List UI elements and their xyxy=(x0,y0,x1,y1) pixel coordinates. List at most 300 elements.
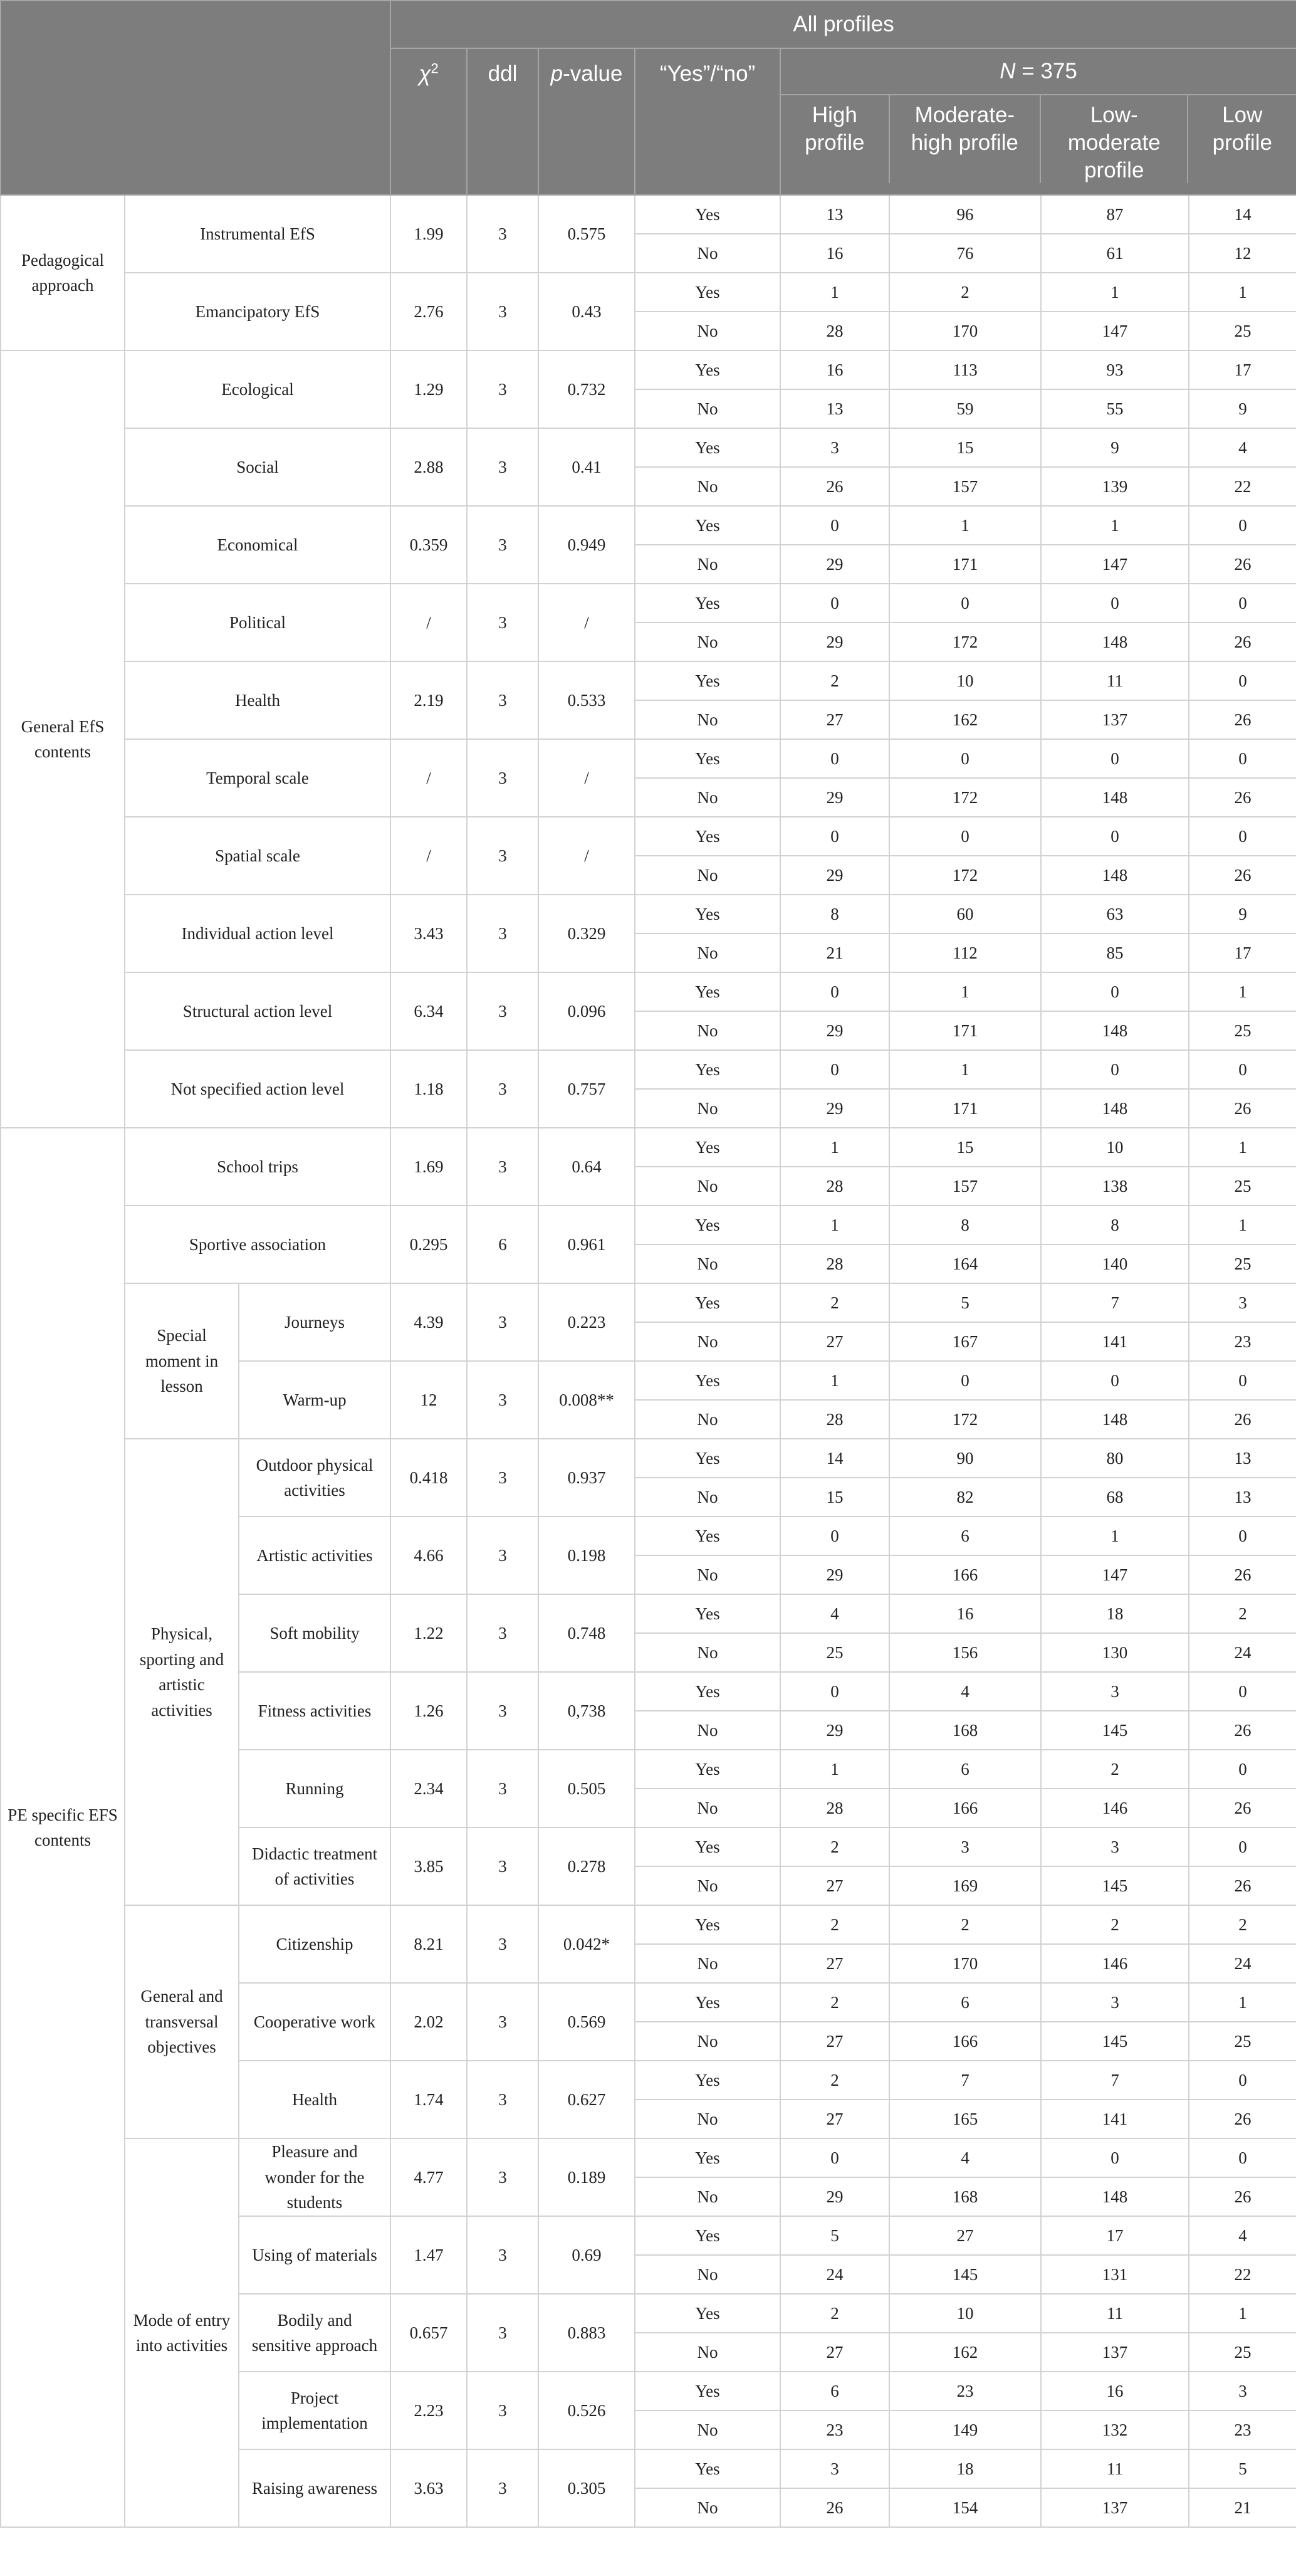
item-label: Bodily and sensitive approach xyxy=(239,2294,390,2372)
count-cell: 2 xyxy=(780,1905,889,1944)
p-value: 0.69 xyxy=(538,2216,635,2294)
item-label: Running xyxy=(239,1750,390,1827)
chi2-value: 4.66 xyxy=(390,1517,467,1594)
count-cell: 148 xyxy=(1041,1011,1189,1050)
count-cell: 6 xyxy=(889,1517,1041,1555)
count-cell: 9 xyxy=(1041,428,1189,467)
count-cell: 25 xyxy=(780,1633,889,1672)
ddl-value: 3 xyxy=(467,817,538,895)
count-cell: 2 xyxy=(1189,1905,1296,1944)
count-cell: 1 xyxy=(1189,2294,1296,2333)
count-cell: 2 xyxy=(1189,1594,1296,1633)
chi2-value: / xyxy=(390,584,467,661)
count-cell: 157 xyxy=(889,1167,1041,1206)
item-label: Using of materials xyxy=(239,2216,390,2294)
count-cell: 16 xyxy=(780,350,889,389)
yes-no-cell: Yes xyxy=(635,661,780,700)
count-cell: 11 xyxy=(1041,2294,1189,2333)
p-value: 0.008** xyxy=(538,1361,635,1439)
ddl-value: 3 xyxy=(467,1050,538,1128)
group-label: Physical, sporting and artistic activities xyxy=(125,1439,239,1905)
count-cell: 29 xyxy=(780,2177,889,2216)
p-value: 0.189 xyxy=(538,2138,635,2216)
count-cell: 21 xyxy=(780,933,889,972)
chi2-value: 1.22 xyxy=(390,1594,467,1672)
count-cell: 26 xyxy=(780,2488,889,2527)
count-cell: 24 xyxy=(1189,1944,1296,1983)
count-cell: 29 xyxy=(780,623,889,661)
yes-no-cell: Yes xyxy=(635,2372,780,2410)
count-cell: 11 xyxy=(1041,2449,1189,2488)
count-cell: 2 xyxy=(780,2294,889,2333)
count-cell: 0 xyxy=(1041,817,1189,856)
yes-no-cell: Yes xyxy=(635,2294,780,2333)
count-cell: 0 xyxy=(780,972,889,1011)
count-cell: 63 xyxy=(1041,895,1189,933)
item-label: Social xyxy=(125,428,390,506)
count-cell: 28 xyxy=(780,1789,889,1827)
header-profile-low: Low profile xyxy=(1212,103,1272,155)
yes-no-cell: No xyxy=(635,1167,780,1206)
count-cell: 27 xyxy=(780,2100,889,2138)
count-cell: 15 xyxy=(889,428,1041,467)
chi-superscript: 2 xyxy=(431,60,439,76)
count-cell: 17 xyxy=(1189,350,1296,389)
count-cell: 23 xyxy=(1189,2410,1296,2449)
count-cell: 3 xyxy=(1189,2372,1296,2410)
p-value: 0.526 xyxy=(538,2372,635,2449)
count-cell: 1 xyxy=(889,972,1041,1011)
chi2-value: 2.19 xyxy=(390,661,467,739)
yes-no-cell: Yes xyxy=(635,1827,780,1866)
ddl-value: 3 xyxy=(467,584,538,661)
chi2-value: 12 xyxy=(390,1361,467,1439)
item-label: Instrumental EfS xyxy=(125,195,390,273)
p-value: 0.757 xyxy=(538,1050,635,1128)
count-cell: 29 xyxy=(780,545,889,584)
yes-no-cell: No xyxy=(635,1944,780,1983)
count-cell: 26 xyxy=(1189,1711,1296,1750)
count-cell: 147 xyxy=(1041,312,1189,350)
p-value: 0.198 xyxy=(538,1517,635,1594)
count-cell: 27 xyxy=(780,700,889,739)
p-value: / xyxy=(538,584,635,661)
yes-no-cell: No xyxy=(635,1322,780,1361)
count-cell: 9 xyxy=(1189,389,1296,428)
table-row xyxy=(1,1128,1296,1167)
chi2-value: 1.26 xyxy=(390,1672,467,1750)
count-cell: 148 xyxy=(1041,856,1189,895)
item-label: Citizenship xyxy=(239,1905,390,1983)
count-cell: 27 xyxy=(780,1322,889,1361)
yes-no-cell: Yes xyxy=(635,2216,780,2255)
count-cell: 168 xyxy=(889,1711,1041,1750)
count-cell: 147 xyxy=(1041,545,1189,584)
count-cell: 165 xyxy=(889,2100,1041,2138)
item-label: Pleasure and wonder for the students xyxy=(239,2138,390,2216)
ddl-value: 3 xyxy=(467,1517,538,1594)
count-cell: 0 xyxy=(889,1361,1041,1400)
count-cell: 0 xyxy=(1189,817,1296,856)
count-cell: 130 xyxy=(1041,1633,1189,1672)
chi2-value: 4.77 xyxy=(390,2138,467,2216)
count-cell: 59 xyxy=(889,389,1041,428)
table-row xyxy=(1,273,1296,312)
chi2-value: 0.295 xyxy=(390,1206,467,1283)
chi2-value: 2.76 xyxy=(390,273,467,350)
count-cell: 17 xyxy=(1041,2216,1189,2255)
p-value: 0.41 xyxy=(538,428,635,506)
yes-no-cell: No xyxy=(635,2410,780,2449)
count-cell: 166 xyxy=(889,1789,1041,1827)
count-cell: 1 xyxy=(1189,1983,1296,2022)
ddl-value: 3 xyxy=(467,2061,538,2138)
count-cell: 24 xyxy=(780,2255,889,2294)
count-cell: 3 xyxy=(780,2449,889,2488)
count-cell: 3 xyxy=(1041,1983,1189,2022)
count-cell: 23 xyxy=(1189,1322,1296,1361)
count-cell: 172 xyxy=(889,623,1041,661)
count-cell: 61 xyxy=(1041,234,1189,273)
count-cell: 4 xyxy=(889,1672,1041,1711)
table-row xyxy=(1,1439,1296,1478)
count-cell: 171 xyxy=(889,1011,1041,1050)
count-cell: 145 xyxy=(1041,1866,1189,1905)
item-label: Warm-up xyxy=(239,1361,390,1439)
item-label: Not specified action level xyxy=(125,1050,390,1128)
count-cell: 6 xyxy=(889,1983,1041,2022)
count-cell: 26 xyxy=(1189,2100,1296,2138)
table-body xyxy=(1,195,1296,2527)
item-label: Emancipatory EfS xyxy=(125,273,390,350)
chi-symbol: χ xyxy=(419,61,431,86)
chi2-value: 3.63 xyxy=(390,2449,467,2527)
yes-no-cell: Yes xyxy=(635,1128,780,1167)
count-cell: 11 xyxy=(1041,661,1189,700)
count-cell: 7 xyxy=(889,2061,1041,2100)
count-cell: 1 xyxy=(780,273,889,312)
table-row xyxy=(1,1283,1296,1322)
count-cell: 2 xyxy=(780,1983,889,2022)
item-label: Soft mobility xyxy=(239,1594,390,1672)
count-cell: 26 xyxy=(1189,778,1296,817)
count-cell: 26 xyxy=(1189,1555,1296,1594)
yes-no-cell: No xyxy=(635,234,780,273)
p-value: 0.569 xyxy=(538,1983,635,2061)
table-row xyxy=(1,506,1296,545)
yes-no-cell: Yes xyxy=(635,1050,780,1089)
count-cell: 170 xyxy=(889,1944,1041,1983)
p-value: / xyxy=(538,817,635,895)
count-cell: 146 xyxy=(1041,1944,1189,1983)
p-value: 0.627 xyxy=(538,2061,635,2138)
count-cell: 82 xyxy=(889,1478,1041,1517)
count-cell: 27 xyxy=(780,1866,889,1905)
count-cell: 24 xyxy=(1189,1633,1296,1672)
count-cell: 16 xyxy=(780,234,889,273)
yes-no-cell: Yes xyxy=(635,1594,780,1633)
ddl-value: 3 xyxy=(467,972,538,1050)
count-cell: 169 xyxy=(889,1866,1041,1905)
count-cell: 90 xyxy=(889,1439,1041,1478)
count-cell: 28 xyxy=(780,1400,889,1439)
item-label: School trips xyxy=(125,1128,390,1206)
count-cell: 0 xyxy=(1189,1361,1296,1400)
header-all-profiles: All profiles xyxy=(390,1,1296,48)
count-cell: 3 xyxy=(1041,1672,1189,1711)
count-cell: 80 xyxy=(1041,1439,1189,1478)
p-value: 0.505 xyxy=(538,1750,635,1827)
yes-no-cell: Yes xyxy=(635,350,780,389)
yes-no-cell: Yes xyxy=(635,2138,780,2177)
count-cell: 113 xyxy=(889,350,1041,389)
count-cell: 168 xyxy=(889,2177,1041,2216)
yes-no-cell: No xyxy=(635,623,780,661)
yes-no-cell: Yes xyxy=(635,817,780,856)
count-cell: 0 xyxy=(889,739,1041,778)
chi2-value: 3.85 xyxy=(390,1827,467,1905)
chi2-value: 0.418 xyxy=(390,1439,467,1517)
ddl-value: 3 xyxy=(467,506,538,584)
count-cell: 164 xyxy=(889,1244,1041,1283)
table-row xyxy=(1,1050,1296,1089)
table-row xyxy=(1,428,1296,467)
count-cell: 0 xyxy=(780,817,889,856)
yes-no-cell: No xyxy=(635,1089,780,1128)
yes-no-cell: Yes xyxy=(635,1283,780,1322)
table-row xyxy=(1,972,1296,1011)
count-cell: 23 xyxy=(889,2372,1041,2410)
item-label: Temporal scale xyxy=(125,739,390,817)
count-cell: 141 xyxy=(1041,2100,1189,2138)
yes-no-cell: Yes xyxy=(635,972,780,1011)
count-cell: 0 xyxy=(1189,661,1296,700)
count-cell: 162 xyxy=(889,2333,1041,2372)
yes-no-cell: Yes xyxy=(635,2449,780,2488)
count-cell: 3 xyxy=(889,1827,1041,1866)
count-cell: 10 xyxy=(889,2294,1041,2333)
count-cell: 1 xyxy=(780,1750,889,1789)
count-cell: 1 xyxy=(1041,506,1189,545)
yes-no-cell: No xyxy=(635,467,780,506)
count-cell: 25 xyxy=(1189,1167,1296,1206)
chi2-value: 8.21 xyxy=(390,1905,467,1983)
count-cell: 27 xyxy=(780,2022,889,2061)
count-cell: 4 xyxy=(780,1594,889,1633)
count-cell: 26 xyxy=(780,467,889,506)
item-label: Artistic activities xyxy=(239,1517,390,1594)
count-cell: 0 xyxy=(1189,1050,1296,1089)
yes-no-cell: Yes xyxy=(635,1750,780,1789)
count-cell: 5 xyxy=(1189,2449,1296,2488)
ddl-value: 3 xyxy=(467,1439,538,1517)
count-cell: 166 xyxy=(889,2022,1041,2061)
item-label: Health xyxy=(125,661,390,739)
count-cell: 2 xyxy=(780,2061,889,2100)
chi2-value: 2.88 xyxy=(390,428,467,506)
count-cell: 1 xyxy=(780,1206,889,1244)
count-cell: 4 xyxy=(889,2138,1041,2177)
yes-no-cell: No xyxy=(635,2333,780,2372)
yes-no-cell: No xyxy=(635,1789,780,1827)
count-cell: 29 xyxy=(780,1089,889,1128)
chi2-value: / xyxy=(390,739,467,817)
n-rest: = 375 xyxy=(1015,59,1077,83)
item-label: Individual action level xyxy=(125,895,390,972)
count-cell: 157 xyxy=(889,467,1041,506)
count-cell: 5 xyxy=(780,2216,889,2255)
yes-no-cell: No xyxy=(635,1866,780,1905)
header-blank xyxy=(1,1,390,195)
count-cell: 4 xyxy=(1189,428,1296,467)
ddl-value: 3 xyxy=(467,2372,538,2449)
ddl-value: 3 xyxy=(467,1128,538,1206)
count-cell: 22 xyxy=(1189,467,1296,506)
p-value: 0.278 xyxy=(538,1827,635,1905)
header-profile-high: High profile xyxy=(781,95,890,183)
ddl-value: 3 xyxy=(467,1827,538,1905)
yes-no-cell: No xyxy=(635,1011,780,1050)
yes-no-cell: Yes xyxy=(635,1361,780,1400)
count-cell: 3 xyxy=(1189,1283,1296,1322)
count-cell: 9 xyxy=(1189,895,1296,933)
count-cell: 8 xyxy=(889,1206,1041,1244)
item-label: Cooperative work xyxy=(239,1983,390,2061)
count-cell: 26 xyxy=(1189,2177,1296,2216)
group-label: Special moment in lesson xyxy=(125,1283,239,1439)
count-cell: 3 xyxy=(780,428,889,467)
table-row xyxy=(1,817,1296,856)
count-cell: 0 xyxy=(1041,972,1189,1011)
count-cell: 28 xyxy=(780,312,889,350)
count-cell: 0 xyxy=(780,506,889,545)
count-cell: 1 xyxy=(1041,273,1189,312)
table-row xyxy=(1,584,1296,623)
count-cell: 23 xyxy=(780,2410,889,2449)
p-value: 0.43 xyxy=(538,273,635,350)
count-cell: 140 xyxy=(1041,1244,1189,1283)
count-cell: 8 xyxy=(1041,1206,1189,1244)
count-cell: 55 xyxy=(1041,389,1189,428)
yes-no-cell: Yes xyxy=(635,584,780,623)
yes-no-cell: No xyxy=(635,700,780,739)
chi2-value: 4.39 xyxy=(390,1283,467,1361)
count-cell: 137 xyxy=(1041,2488,1189,2527)
table-row xyxy=(1,1905,1296,1944)
ddl-value: 3 xyxy=(467,2138,538,2216)
count-cell: 5 xyxy=(889,1283,1041,1322)
group-label: Mode of entry into activities xyxy=(125,2138,239,2527)
category-label: Pedagogical approach xyxy=(1,195,125,350)
count-cell: 1 xyxy=(889,1050,1041,1089)
count-cell: 148 xyxy=(1041,623,1189,661)
p-value: 0.883 xyxy=(538,2294,635,2372)
count-cell: 26 xyxy=(1189,623,1296,661)
yes-no-cell: Yes xyxy=(635,506,780,545)
item-label: Health xyxy=(239,2061,390,2138)
ddl-value: 3 xyxy=(467,1594,538,1672)
count-cell: 1 xyxy=(1189,273,1296,312)
p-value: 0.748 xyxy=(538,1594,635,1672)
item-label: Structural action level xyxy=(125,972,390,1050)
header-chi-square xyxy=(390,48,467,195)
count-cell: 6 xyxy=(889,1750,1041,1789)
count-cell: 2 xyxy=(780,1283,889,1322)
ddl-value: 3 xyxy=(467,1361,538,1439)
p-value: 0.732 xyxy=(538,350,635,428)
header-n-block xyxy=(780,48,1296,195)
yes-no-cell: No xyxy=(635,545,780,584)
count-cell: 0 xyxy=(1189,584,1296,623)
count-cell: 18 xyxy=(1041,1594,1189,1633)
count-cell: 1 xyxy=(1041,1517,1189,1555)
item-label: Outdoor physical activities xyxy=(239,1439,390,1517)
count-cell: 15 xyxy=(889,1128,1041,1167)
count-cell: 0 xyxy=(780,1672,889,1711)
chi2-value: 0.359 xyxy=(390,506,467,584)
count-cell: 148 xyxy=(1041,1400,1189,1439)
count-cell: 156 xyxy=(889,1633,1041,1672)
table-row xyxy=(1,1206,1296,1244)
count-cell: 145 xyxy=(1041,2022,1189,2061)
chi2-value: 1.29 xyxy=(390,350,467,428)
chi2-value: 0.657 xyxy=(390,2294,467,2372)
p-value: 0.575 xyxy=(538,195,635,273)
category-label: PE specific EFS contents xyxy=(1,1128,125,2527)
count-cell: 2 xyxy=(1041,1750,1189,1789)
p-value: 0.042* xyxy=(538,1905,635,1983)
count-cell: 7 xyxy=(1041,1283,1189,1322)
group-label: General and transversal objectives xyxy=(125,1905,239,2138)
count-cell: 7 xyxy=(1041,2061,1189,2100)
count-cell: 172 xyxy=(889,1400,1041,1439)
count-cell: 13 xyxy=(1189,1439,1296,1478)
count-cell: 139 xyxy=(1041,467,1189,506)
count-cell: 0 xyxy=(1189,1672,1296,1711)
ddl-value: 3 xyxy=(467,2216,538,2294)
count-cell: 146 xyxy=(1041,1789,1189,1827)
count-cell: 1 xyxy=(1189,1128,1296,1167)
count-cell: 10 xyxy=(889,661,1041,700)
chi2-value: 1.99 xyxy=(390,195,467,273)
yes-no-cell: Yes xyxy=(635,1439,780,1478)
chi2-value: 2.02 xyxy=(390,1983,467,2061)
ddl-value: 3 xyxy=(467,273,538,350)
count-cell: 0 xyxy=(780,584,889,623)
count-cell: 0 xyxy=(1189,506,1296,545)
count-cell: 0 xyxy=(780,1050,889,1089)
count-cell: 93 xyxy=(1041,350,1189,389)
yes-no-cell: No xyxy=(635,1555,780,1594)
yes-no-cell: Yes xyxy=(635,1672,780,1711)
count-cell: 13 xyxy=(780,389,889,428)
count-cell: 171 xyxy=(889,1089,1041,1128)
p-value: 0.096 xyxy=(538,972,635,1050)
count-cell: 26 xyxy=(1189,700,1296,739)
count-cell: 14 xyxy=(780,1439,889,1478)
count-cell: 27 xyxy=(780,1944,889,1983)
p-rest: -value xyxy=(563,61,623,86)
count-cell: 137 xyxy=(1041,2333,1189,2372)
n-italic: N xyxy=(1000,59,1016,83)
count-cell: 16 xyxy=(1041,2372,1189,2410)
p-value: 0.223 xyxy=(538,1283,635,1361)
ddl-value: 6 xyxy=(467,1206,538,1283)
count-cell: 26 xyxy=(1189,1789,1296,1827)
count-cell: 68 xyxy=(1041,1478,1189,1517)
item-label: Ecological xyxy=(125,350,390,428)
chi2-value: 6.34 xyxy=(390,972,467,1050)
